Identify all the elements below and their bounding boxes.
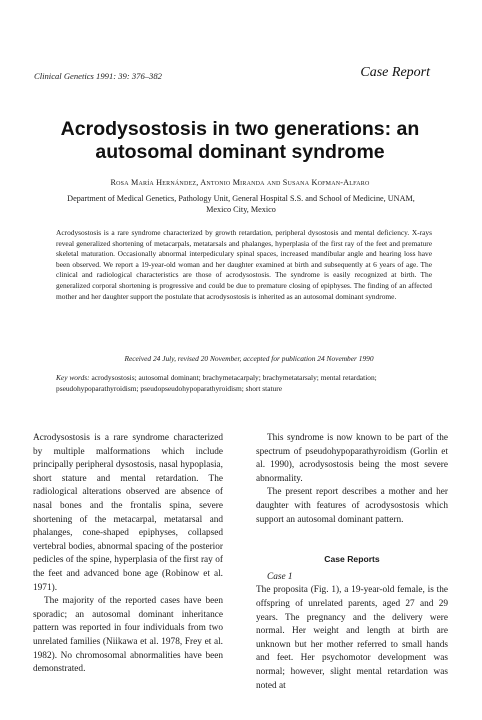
body-paragraph: The present report describes a mother and her daughter with features of acrodysostosis which support an autosomal dominant pattern.: [256, 487, 448, 525]
journal-citation: Clinical Genetics 1991: 39: 376–382: [34, 71, 162, 81]
section-heading-case-reports: Case Reports: [324, 554, 380, 565]
abstract: Acrodysostosis is a rare syndrome characterized by growth retardation, peripheral dysostosis and mental deficiency. X-rays reveal generalized shortening of metacarpals, metatarsals and phalanges, hyperplasia of the first ray of the feet and premature skeletal maturation. Occasionally abnormal interpediculary spinal spaces, increased mandibular angle and hearing loss have been observed. We report a 19-year-old woman and her daughter examined at birth and subsequently at 6 years of age. The clinical and radiological characteristics are those of acrodysostosis. The syndrome is easily recognized at birth. The generalized corporal shortening is progressive and could be due to premature closing of epiphyses. The finding of an affected mother and her daughter support the postulate that acrodysostosis is inherited as an autosomal dominant syndrome.: [56, 228, 432, 301]
body-column-right: [256, 432, 448, 693]
body-paragraph: The majority of the reported cases have been sporadic; an autosomal dominant inheritance pattern was reported in four individuals from two unrelated families (Niikawa et al. 1978, Frey et al. 1982). No chromosomal abnormalities have been demonstrated.: [33, 596, 223, 675]
received-dates: Received 24 July, revised 20 November, accepted for publication 24 November 1990: [124, 354, 374, 363]
article-title: Acrodysostosis in two generations: an autosomal dominant syndrome: [60, 118, 420, 163]
body-column-left: [33, 432, 223, 677]
affiliation: Department of Medical Genetics, Pathology Unit, General Hospital S.S. and School of Medicine, UNAM, Mexico City, Mexico: [67, 194, 415, 214]
subsection-heading-case-1: Case 1: [267, 571, 293, 582]
body-paragraph: This syndrome is now known to be part of the spectrum of pseudohypoparathyroidism (Gorlin et al. 1990), acrodysostosis being the most severe abnormality.: [256, 433, 448, 484]
keywords-label: Key words:: [56, 373, 90, 382]
keywords: [56, 373, 432, 394]
body-paragraph: Acrodysostosis is a rare syndrome characterized by multiple malformations which include principally peripheral dysostosis, nasal hypoplasia, short stature and mental retardation. The radiological alterations observed are absence of nasal bones and the frontalis spina, severe shortening of the metacarpal, metatarsal and phalanges, cone-shaped epiphyses, collapsed vertebral bodies, abnormal spacing of the posterior pedicles of the spine, hyperplasia of the first ray of the feet and advanced bone age (Robinow et al. 1971).: [33, 433, 223, 593]
authors: Rosa María Hernández, Antonio Miranda and Susana Kofman-Alfaro: [110, 178, 370, 187]
report-type: Case Report: [360, 65, 430, 80]
keywords-text: acrodysostosis; autosomal dominant; brachymetacarpaly; brachymetatarsaly; mental retardation; pseudohypoparathyroidism; pseudopseudohypoparathyroidism; short stature: [56, 373, 377, 393]
body-paragraph: The proposita (Fig. 1), a 19-year-old female, is the offspring of unrelated parents, aged 27 and 29 years. The pregnancy and the delivery were normal. Her weight and length at birth are unknown but her mother referred to small hands and feet. Her psychomotor development was normal; however, slight mental retardation was noted at: [256, 585, 448, 691]
